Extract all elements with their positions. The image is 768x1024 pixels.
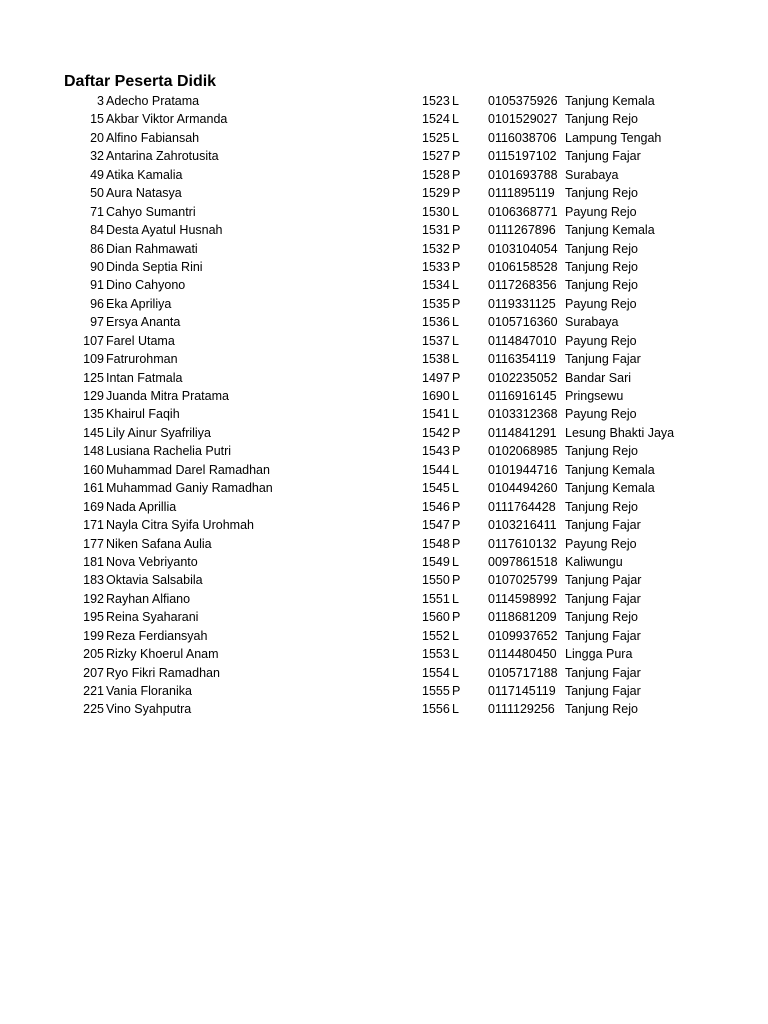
student-number: 90: [90, 259, 104, 274]
student-city: Tanjung Kemala: [565, 481, 655, 496]
student-gender: P: [452, 425, 461, 440]
student-nisn: 0104494260: [488, 481, 558, 496]
student-city: Lingga Pura: [565, 647, 633, 662]
student-gender: P: [452, 296, 461, 311]
student-number: 225: [83, 702, 104, 717]
student-number: 177: [83, 536, 104, 551]
student-city: Tanjung Rejo: [565, 610, 638, 625]
student-nisn: 0117268356: [488, 278, 557, 293]
student-number: 84: [90, 223, 104, 238]
student-number: 192: [83, 591, 104, 606]
student-number: 171: [83, 518, 104, 533]
student-city: Payung Rejo: [565, 407, 637, 422]
student-city: Tanjung Fajar: [565, 352, 641, 367]
student-gender: L: [452, 554, 459, 569]
student-nisn: 0114480450: [488, 647, 557, 662]
list-item: [0, 166, 768, 184]
student-number: 96: [90, 296, 104, 311]
student-nisn: 0116038706: [488, 130, 557, 145]
list-item: [0, 258, 768, 276]
student-gender: P: [452, 259, 461, 274]
student-nis: 1549: [422, 554, 450, 569]
list-item: [0, 553, 768, 571]
student-name: Dian Rahmawati: [106, 241, 198, 256]
list-item: [0, 627, 768, 645]
student-number: 148: [83, 444, 104, 459]
student-nis: 1529: [422, 186, 450, 201]
student-gender: P: [452, 167, 461, 182]
student-name: Alfino Fabiansah: [106, 130, 200, 145]
student-number: 71: [90, 204, 104, 219]
student-gender: P: [452, 536, 461, 551]
student-nisn: 0116354119: [488, 352, 556, 367]
student-number: 183: [83, 573, 104, 588]
student-city: Tanjung Kemala: [565, 94, 655, 108]
list-item: [0, 92, 768, 110]
list-item: [0, 424, 768, 442]
list-item: [0, 332, 768, 350]
student-nisn: 0105717188: [488, 665, 558, 680]
student-number: 107: [83, 333, 104, 348]
list-item: [0, 129, 768, 147]
student-nis: 1530: [422, 204, 450, 219]
list-item: [0, 590, 768, 608]
student-nis: 1555: [422, 684, 450, 698]
student-name: Intan Fatmala: [106, 370, 183, 385]
student-nisn: 0103104054: [488, 241, 558, 256]
student-gender: L: [452, 278, 459, 293]
list-item: [0, 405, 768, 423]
student-nisn: 0105716360: [488, 315, 558, 330]
student-nisn: 0106368771: [488, 204, 558, 219]
student-nisn: 0097861518: [488, 554, 558, 569]
list-item: [0, 535, 768, 553]
list-item: [0, 608, 768, 626]
student-city: Lampung Tengah: [565, 130, 662, 145]
list-item: [0, 387, 768, 405]
student-gender: L: [452, 481, 459, 496]
student-city: Surabaya: [565, 315, 619, 330]
list-item: [0, 442, 768, 460]
student-gender: L: [452, 204, 459, 219]
student-nisn: 0109937652: [488, 628, 558, 643]
student-nis: 1560: [422, 610, 450, 625]
student-gender: L: [452, 702, 459, 717]
student-nisn: 0119331125: [488, 296, 556, 311]
student-nisn: 0103216411: [488, 518, 557, 533]
student-name: Niken Safana Aulia: [106, 536, 212, 551]
student-city: Tanjung Rejo: [565, 444, 638, 459]
student-nisn: 0101693788: [488, 167, 558, 182]
student-list: [0, 92, 768, 719]
student-city: Tanjung Rejo: [565, 112, 638, 127]
student-number: 161: [83, 481, 104, 496]
list-item: [0, 221, 768, 239]
student-number: 86: [90, 241, 104, 256]
student-city: Lesung Bhakti Jaya: [565, 425, 675, 440]
student-city: Bandar Sari: [565, 370, 632, 385]
student-nis: 1538: [422, 352, 450, 367]
page-title: Daftar Peserta Didik: [64, 73, 217, 90]
student-gender: P: [452, 499, 461, 514]
student-city: Surabaya: [565, 167, 619, 182]
student-nisn: 0111764428: [488, 499, 556, 514]
student-name: Desta Ayatul Husnah: [106, 223, 223, 238]
list-item: [0, 110, 768, 128]
student-number: 205: [83, 647, 104, 662]
student-city: Tanjung Pajar: [565, 573, 642, 588]
student-gender: L: [452, 665, 459, 680]
student-nis: 1525: [422, 130, 450, 145]
list-item: [0, 682, 768, 700]
student-number: 49: [90, 167, 104, 182]
student-number: 32: [90, 149, 104, 164]
student-gender: L: [452, 389, 459, 403]
list-item: [0, 240, 768, 258]
student-number: 181: [83, 554, 104, 569]
student-nisn: 0103312368: [488, 407, 558, 422]
student-nisn: 0117610132: [488, 536, 557, 551]
student-nis: 1531: [422, 223, 450, 238]
student-nis: 1543: [422, 444, 450, 459]
student-city: Tanjung Fajar: [565, 591, 641, 606]
student-number: 129: [83, 389, 104, 403]
student-name: Rayhan Alfiano: [106, 591, 191, 606]
student-nis: 1536: [422, 315, 450, 330]
list-item: [0, 645, 768, 663]
student-gender: P: [452, 444, 461, 459]
student-name: Nova Vebriyanto: [106, 554, 198, 569]
student-number: 15: [90, 112, 104, 127]
student-name: Ryo Fikri Ramadhan: [106, 665, 220, 680]
student-nis: 1550: [422, 573, 450, 588]
list-item: [0, 461, 768, 479]
student-nis: 1547: [422, 518, 450, 533]
student-nis: 1554: [422, 665, 450, 680]
student-gender: P: [452, 241, 461, 256]
student-nisn: 0118681209: [488, 610, 557, 625]
student-name: Reza Ferdiansyah: [106, 628, 208, 643]
student-name: Khairul Faqih: [106, 407, 180, 422]
list-item: [0, 664, 768, 682]
student-number: 221: [83, 684, 104, 698]
student-city: Tanjung Fajar: [565, 518, 641, 533]
student-nisn: 0111129256: [488, 702, 555, 717]
student-name: Akbar Viktor Armanda: [106, 112, 228, 127]
student-number: 145: [83, 425, 104, 440]
student-nisn: 0114847010: [488, 333, 557, 348]
student-nis: 1524: [422, 112, 450, 127]
list-item: [0, 700, 768, 718]
student-gender: L: [452, 591, 459, 606]
student-nisn: 0101529027: [488, 112, 558, 127]
student-nisn: 0114598992: [488, 591, 557, 606]
student-gender: P: [452, 684, 461, 698]
list-item: [0, 571, 768, 589]
student-city: Tanjung Fajar: [565, 628, 641, 643]
student-gender: L: [452, 352, 459, 367]
student-gender: L: [452, 407, 459, 422]
student-city: Tanjung Fajar: [565, 149, 641, 164]
student-name: Nada Aprillia: [106, 499, 177, 514]
student-nis: 1527: [422, 149, 450, 164]
student-name: Lily Ainur Syafriliya: [106, 425, 211, 440]
student-city: Tanjung Fajar: [565, 684, 641, 698]
student-nisn: 0111895119: [488, 186, 555, 201]
student-city: Payung Rejo: [565, 333, 637, 348]
student-number: 207: [83, 665, 104, 680]
list-item: [0, 479, 768, 497]
student-city: Tanjung Rejo: [565, 702, 638, 717]
student-nis: 1523: [422, 94, 450, 108]
student-gender: P: [452, 223, 461, 238]
student-number: 135: [83, 407, 104, 422]
student-city: Tanjung Rejo: [565, 278, 638, 293]
list-item: [0, 516, 768, 534]
student-number: 91: [90, 278, 104, 293]
student-city: Tanjung Fajar: [565, 665, 641, 680]
student-nis: 1551: [422, 591, 450, 606]
student-nis: 1553: [422, 647, 450, 662]
student-gender: P: [452, 149, 461, 164]
list-item: [0, 147, 768, 165]
student-nis: 1533: [422, 259, 450, 274]
student-name: Antarina Zahrotusita: [106, 149, 219, 164]
student-name: Reina Syaharani: [106, 610, 199, 625]
student-name: Rizky Khoerul Anam: [106, 647, 219, 662]
student-number: 97: [90, 315, 104, 330]
student-number: 199: [83, 628, 104, 643]
student-nisn: 0101944716: [488, 462, 558, 477]
student-nis: 1541: [422, 407, 450, 422]
student-name: Muhammad Ganiy Ramadhan: [106, 481, 273, 496]
student-nis: 1535: [422, 296, 450, 311]
student-city: Tanjung Kemala: [565, 223, 655, 238]
student-name: Dinda Septia Rini: [106, 259, 203, 274]
list-item: [0, 498, 768, 516]
student-number: 125: [83, 370, 104, 385]
student-nisn: 0105375926: [488, 94, 558, 108]
student-name: Juanda Mitra Pratama: [106, 389, 229, 403]
student-name: Farel Utama: [106, 333, 175, 348]
student-nis: 1548: [422, 536, 450, 551]
student-name: Dino Cahyono: [106, 278, 186, 293]
student-nis: 1534: [422, 278, 450, 293]
student-name: Aura Natasya: [106, 186, 182, 201]
student-nis: 1537: [422, 333, 450, 348]
student-nisn: 0115197102: [488, 149, 557, 164]
student-gender: L: [452, 112, 459, 127]
student-city: Tanjung Kemala: [565, 462, 655, 477]
student-nis: 1544: [422, 462, 450, 477]
student-gender: L: [452, 315, 459, 330]
student-gender: L: [452, 333, 459, 348]
student-nis: 1552: [422, 628, 450, 643]
student-city: Tanjung Rejo: [565, 186, 638, 201]
student-number: 160: [83, 462, 104, 477]
student-number: 50: [90, 186, 104, 201]
student-number: 20: [90, 130, 104, 145]
student-nisn: 0114841291: [488, 425, 557, 440]
student-nisn: 0106158528: [488, 259, 558, 274]
student-nisn: 0102068985: [488, 444, 558, 459]
student-nisn: 0102235052: [488, 370, 558, 385]
student-name: Muhammad Darel Ramadhan: [106, 462, 270, 477]
student-nisn: 0111267896: [488, 223, 556, 238]
student-number: 3: [97, 94, 104, 108]
list-item: [0, 313, 768, 331]
student-name: Adecho Pratama: [106, 94, 200, 108]
student-number: 195: [83, 610, 104, 625]
student-gender: L: [452, 647, 459, 662]
student-name: Nayla Citra Syifa Urohmah: [106, 518, 254, 533]
list-item: [0, 369, 768, 387]
student-gender: L: [452, 94, 459, 108]
student-gender: L: [452, 130, 459, 145]
list-item: [0, 203, 768, 221]
list-item: [0, 184, 768, 202]
student-name: Vania Floranika: [106, 684, 192, 698]
student-nis: 1556: [422, 702, 450, 717]
student-nis: 1532: [422, 241, 450, 256]
student-city: Pringsewu: [565, 389, 624, 403]
student-name: Atika Kamalia: [106, 167, 183, 182]
student-gender: P: [452, 573, 461, 588]
student-city: Tanjung Rejo: [565, 499, 638, 514]
student-gender: P: [452, 610, 461, 625]
student-name: Vino Syahputra: [106, 702, 192, 717]
student-nis: 1528: [422, 167, 450, 182]
student-city: Payung Rejo: [565, 296, 637, 311]
student-name: Eka Apriliya: [106, 296, 172, 311]
student-gender: P: [452, 518, 461, 533]
student-city: Tanjung Rejo: [565, 241, 638, 256]
student-number: 109: [83, 352, 104, 367]
student-nisn: 0117145119: [488, 684, 556, 698]
student-nis: 1497: [422, 370, 450, 385]
list-item: [0, 276, 768, 294]
student-name: Lusiana Rachelia Putri: [106, 444, 232, 459]
student-gender: P: [452, 370, 461, 385]
student-name: Oktavia Salsabila: [106, 573, 203, 588]
list-item: [0, 350, 768, 368]
student-name: Ersya Ananta: [106, 315, 181, 330]
student-name: Cahyo Sumantri: [106, 204, 196, 219]
student-city: Payung Rejo: [565, 204, 637, 219]
student-nis: 1542: [422, 425, 450, 440]
student-gender: P: [452, 186, 461, 201]
student-nisn: 0107025799: [488, 573, 558, 588]
student-name: Fatrurohman: [106, 352, 178, 367]
student-nisn: 0116916145: [488, 389, 557, 403]
student-city: Tanjung Rejo: [565, 259, 638, 274]
student-gender: L: [452, 462, 459, 477]
list-item: [0, 295, 768, 313]
student-nis: 1546: [422, 499, 450, 514]
student-city: Kaliwungu: [565, 554, 623, 569]
student-number: 169: [83, 499, 104, 514]
student-gender: L: [452, 628, 459, 643]
student-nis: 1545: [422, 481, 450, 496]
student-nis: 1690: [422, 389, 450, 403]
student-city: Payung Rejo: [565, 536, 637, 551]
